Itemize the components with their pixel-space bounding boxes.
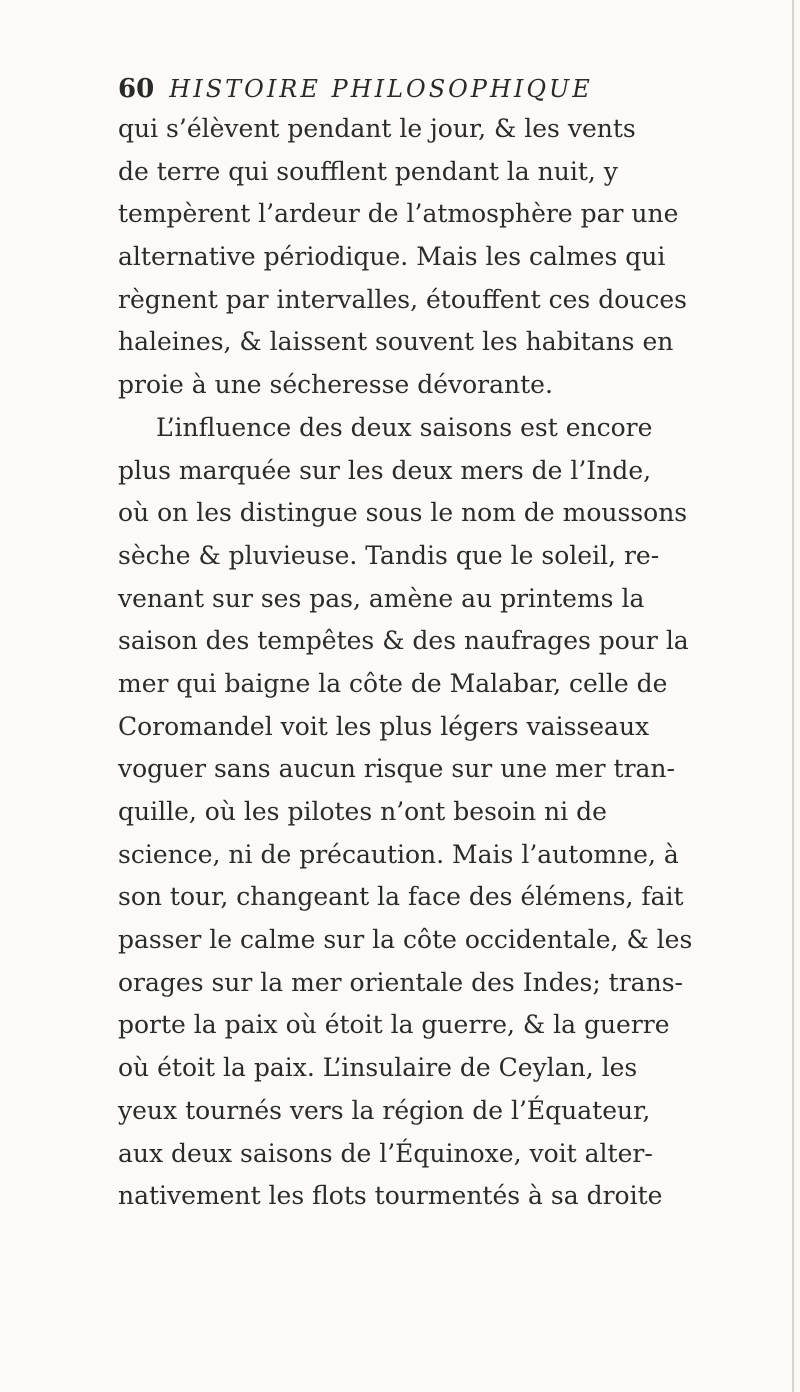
text-line: son tour, changeant la face des élémens, fait [118,882,684,912]
text-line: plus marquée sur les deux mers de l’Inde, [118,455,652,485]
text-line: où on les distingue sous le nom de moussons [118,498,688,528]
text-line: orages sur la mer orientale des Indes; trans- [118,967,683,997]
text-line: proie à une sécheresse dévorante. [118,370,553,400]
text-line: qui s’élèvent pendant le jour, & les vents [118,114,636,143]
text-line: mer qui baigne la côte de Malabar, celle de [118,668,668,698]
page-edge [792,0,794,1392]
text-line: haleines, & laissent souvent les habitans en [118,327,674,357]
paragraph-start-line: L’influence des deux saisons est encore [156,412,653,442]
text-line: où étoit la paix. L’insulaire de Ceylan, les [118,1053,638,1083]
text-line: sèche & pluvieuse. Tandis que le soleil, re- [118,540,660,570]
text-line: règnent par intervalles, étouffent ces douces [118,284,687,314]
page-number: 60 [118,74,155,104]
text-line: quille, où les pilotes n’ont besoin ni de [118,797,607,826]
text-line: alternative périodique. Mais les calmes qui [118,242,666,272]
text-line: porte la paix où étoit la guerre, & la guerre [118,1010,670,1040]
text-line: passer le calme sur la côte occidentale, & les [118,925,693,955]
text-line: voguer sans aucun risque sur une mer tran- [118,754,675,784]
text-line: venant sur ses pas, amène au printems la [118,583,645,613]
text-line: saison des tempêtes & des naufrages pour la [118,626,689,656]
running-title: HISTOIRE PHILOSOPHIQUE [169,75,593,103]
text-line: de terre qui soufflent pendant la nuit, y [118,156,618,186]
text-line: nativement les flots tourmentés à sa droite [118,1181,663,1211]
body-text [118,108,758,1218]
text-line: aux deux saisons de l’Équinoxe, voit alter- [118,1138,653,1168]
text-line: Coromandel voit les plus légers vaisseaux [118,711,650,741]
text-line: yeux tournés vers la région de l’Équateur, [118,1095,651,1125]
text-line: science, ni de précaution. Mais l’automne, à [118,839,679,869]
text-line: tempèrent l’ardeur de l’atmosphère par une [118,199,679,229]
